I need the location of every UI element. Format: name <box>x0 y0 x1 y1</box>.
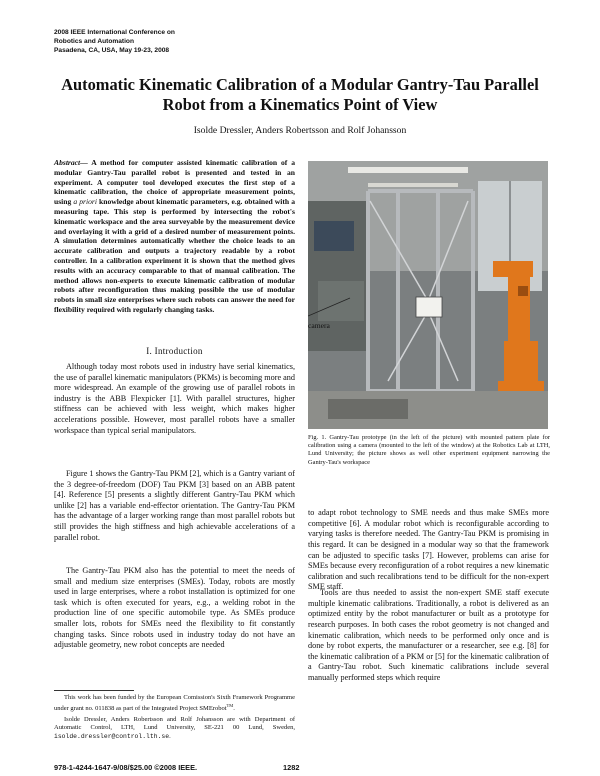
isbn-copyright: 978-1-4244-1647-9/08/$25.00 ©2008 IEEE. <box>54 763 198 772</box>
paper-authors: Isolde Dressler, Anders Robertsson and Rolf Johansson <box>193 125 407 136</box>
abstract-a-priori: a priori <box>73 197 97 207</box>
footnote-affiliation-end: . <box>169 732 171 740</box>
conference-info <box>54 28 274 55</box>
camera-annotation: camera <box>308 321 330 330</box>
footnotes <box>54 694 295 743</box>
intro-paragraph-3-text: The Gantry-Tau PKM also has the potential to meet the needs of small and medium size enterprises (SMEs). Today, robots are mostly used in large enterprises, where a robot installation is optimized for one task which is often executed for years, e.g., a welding robot in the production line of one specific automobile type. As SMEs produce smaller lots, robots for SMEs need the flexibility to fit constantly changing tasks. Since robots used in industry today do not have an adjustable geometry, new robot concepts are needed <box>54 566 295 650</box>
abstract <box>54 158 295 315</box>
robot-lab-photo-illustration <box>308 161 548 429</box>
paper-title <box>40 75 560 115</box>
abstract-label: Abstract <box>54 158 81 167</box>
figure-1-caption: Fig. 1. Gantry-Tau prototype (in the left of the picture) with mounted pattern plate for calibration using a camera (mounted to the left of the window) at the Robotics Lab at LTH, Lund University; the picture shows as well other experiment equipment narrowing the Gantry-Tau's workspace <box>308 434 550 466</box>
right-paragraph-2 <box>308 580 549 692</box>
intro-paragraph-3 <box>54 566 295 651</box>
conference-line-2: Robotics and Automation <box>54 38 134 45</box>
conference-line-3: Pasadena, CA, USA, May 19-23, 2008 <box>54 47 170 54</box>
paper-title-line-2: Robot from a Kinematics Point of View <box>162 95 438 114</box>
section-heading-introduction: I. Introduction <box>146 346 203 356</box>
footnote-rule <box>54 690 134 691</box>
paper-title-line-1: Automatic Kinematic Calibration of a Modular Gantry-Tau Parallel <box>61 75 539 94</box>
author-email: isolde.dressler@control.lth.se <box>54 732 170 740</box>
footnote-funding <box>54 694 295 714</box>
footnote-funding-text: This work has been funded by the European Comission's Sixth Framework Programme under grant no. 011838 as part of the Integrated Project SMErobot <box>54 694 295 713</box>
intro-paragraph-1-text: Although today most robots used in industry have serial kinematics, the use of parallel kinematic manipulators (PKMs) is becoming more and more widespread. An example of the growing use of parallel robots in industry is the ABB Flexpicker [1]. With parallel structures, higher stiffness can be achieved with less weight, which makes higher accelerations possible. However, most parallel robots have a smaller workspace than typical serial manipulators. <box>54 362 295 435</box>
right-paragraph-1-text: to adapt robot technology to SME needs and thus make SMEs more competitive [6]. A modular robot which is reconfigurable according to varying tasks is therefore needed. The Gantry-Tau PKM is promising in this regard. It can be designed in a modular way so that the framework can be adjusted to specific tasks [7]. However, problems can arise for SMEs because every reconfiguration of a robot requires a new kinematic calibration and such recalibrations tend to be difficult for the non-expert SME staff. <box>308 508 549 592</box>
footnote-affiliation-text: Isolde Dressler, Anders Robertsson and Rolf Johansson are with Department of Automatic Control, LTH, Lund University, SE-221 00 Lund, Sweden, <box>54 715 295 732</box>
footnote-funding-end: . <box>233 705 235 713</box>
abstract-text-2: knowledge about kinematic parameters, e.g. obtained with a measuring tape. This step is performed by intersecting the robot's kinematic workspace and the area surveyable by the measurement device and overlaying it with a grid of a desired number of measurement points. A simulation determines automatically whether the choice leads to an accurate calibration and outputs a trajectory readable by a robot controller. In a calibration experiment it is shown that the method gives results with an accuracy comparable to that of manual calibration. The method allows non-experts to execute kinematic calibration of modular robots after reconfiguration thus making possible the use of modular robots in small size enterprises where such robots can answer the need for flexibility required with regularly changing tasks. <box>54 197 295 314</box>
conference-line-1: 2008 IEEE International Conference on <box>54 29 175 36</box>
trademark-sup: TM <box>226 703 234 709</box>
figure-1-photo <box>308 161 548 429</box>
page-number: 1282 <box>283 763 300 772</box>
intro-paragraph-1 <box>54 362 295 436</box>
abstract-text-1: — A method for computer assisted kinematic calibration of a modular Gantry-Tau parallel robot is presented and tested in an experiment. A computer tool developed executes the first step of a kinematic calibration, the choice of appropriate measurement points, using <box>54 158 295 207</box>
intro-paragraph-2 <box>54 469 295 543</box>
footnote-affiliation <box>54 716 295 741</box>
right-paragraph-2-text: Tools are thus needed to assist the non-expert SME staff execute multiple kinematic calibrations. Traditionally, a robot is delivered as an optimized entity by the robot manufacturer or built as a prototype for research purposes. In both cases the robot geometry is not changed and kinematic calibration, which needs to be performed only once and is done by robot experts, the manufacturer or a researcher, see e.g. [8] for the kinematic calibration of a PKM or [5] for the kinematic calibration of a Gantry-Tau robot. Such kinematic calibrations include several manually performed steps which require <box>308 588 549 682</box>
intro-paragraph-2-text: Figure 1 shows the Gantry-Tau PKM [2], which is a Gantry variant of the 3 degree-of-freedom (DOF) Tau PKM [3] based on an ABB patent [4]. Reference [5] presents a slightly different Gantry-Tau PKM which unlike [2] has a variable end-effector orientation. The Gantry-Tau PKM has the advantage of a larger working range than most parallel robots but still provides the high stiffness and high achievable accelerations of a parallel robot. <box>54 469 295 542</box>
